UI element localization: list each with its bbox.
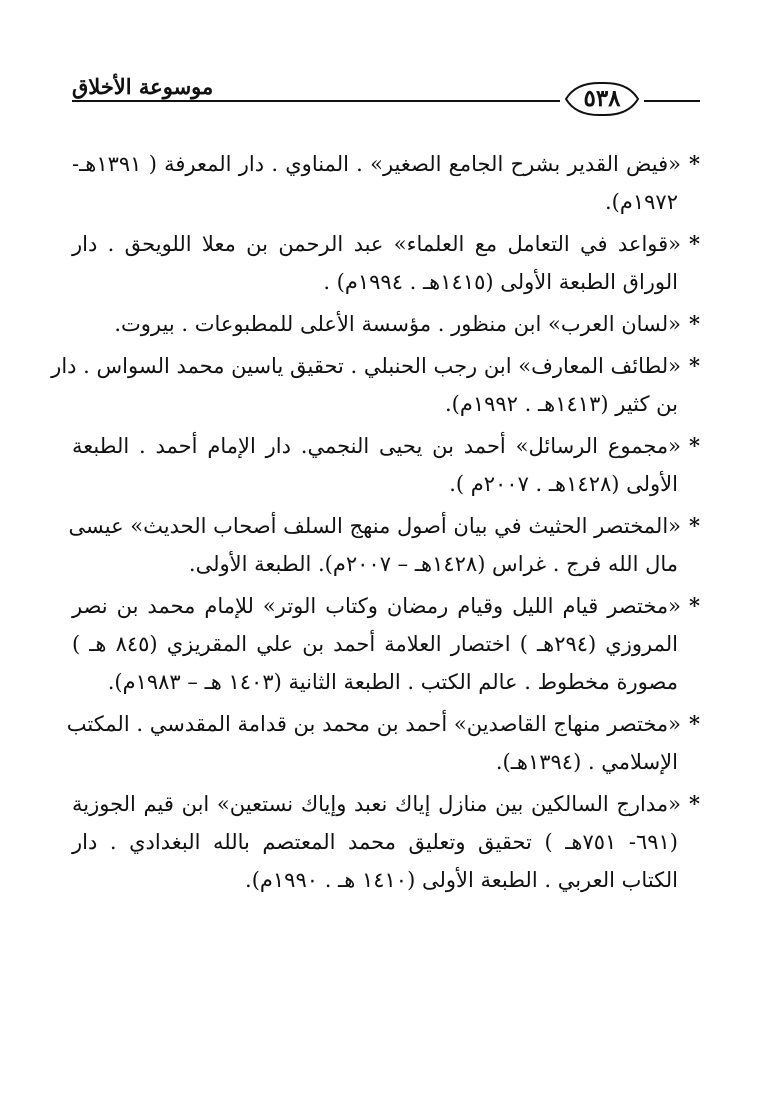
reference-entry (72, 785, 700, 899)
reference-text: مصورة مخطوط . عالم الكتب . الطبعة الثانية (١٤٠٣ هـ – ١٩٨٣م). (107, 670, 678, 694)
reference-line (72, 785, 700, 823)
reference-line (72, 183, 700, 221)
reference-text: مال الله فرج . غراس (١٤٢٨هـ – ٢٠٠٧م). الطبعة الأولى. (188, 552, 678, 576)
reference-text: «مجموع الرسائل» أحمد بن يحيى النجمي. دار الإمام أحمد . الطبعة (72, 434, 682, 458)
reference-entry (72, 427, 700, 503)
reference-line (72, 145, 700, 183)
reference-text: ١٩٧٢م). (605, 190, 678, 214)
header-rule-right (644, 100, 700, 102)
reference-text: (٦٩١- ٧٥١هـ ) تحقيق وتعليق محمد المعتصم بالله البغدادي . دار (72, 830, 678, 854)
reference-text: المروزي (٢٩٤هـ ) اختصار العلامة أحمد بن علي المقريزي (٨٤٥ هـ ) (72, 632, 678, 656)
reference-entry (51, 347, 700, 423)
reference-text: «مدارج السالكين بين منازل إياك نعبد وإياك نستعين» ابن قيم الجوزية (72, 792, 682, 816)
reference-line (72, 663, 700, 701)
reference-text: «مختصر منهاج القاصدين» أحمد بن محمد بن قدامة المقدسي . المكتب (66, 712, 682, 736)
page-number-ornament (562, 80, 642, 118)
bullet-star-icon: * (689, 513, 700, 538)
reference-line (66, 705, 700, 743)
reference-line (72, 465, 700, 503)
book-title: موسوعة الأخلاق (72, 74, 214, 99)
reference-text: الأولى (١٤٢٨هـ . ٢٠٠٧م ). (449, 472, 678, 496)
reference-line (51, 347, 700, 385)
bullet-star-icon: * (689, 311, 700, 336)
reference-text: بن كثير (١٤١٣هـ . ١٩٩٢م). (444, 392, 678, 416)
reference-line (72, 625, 700, 663)
page-number: ٥٣٨ (583, 85, 621, 112)
reference-line (72, 545, 700, 583)
page-header (72, 70, 700, 124)
reference-line (68, 507, 700, 545)
reference-line (72, 385, 700, 423)
bullet-star-icon: * (689, 593, 700, 618)
reference-text: الكتاب العربي . الطبعة الأولى (١٤١٠ هـ . ١٩٩٠م). (245, 868, 678, 892)
bullet-star-icon: * (689, 151, 700, 176)
reference-entry (72, 305, 700, 343)
reference-line (72, 305, 700, 343)
reference-entry (72, 587, 700, 701)
reference-text: «مختصر قيام الليل وقيام رمضان وكتاب الوتر» للإمام محمد بن نصر (72, 594, 682, 618)
reference-line (72, 263, 700, 301)
reference-text: «فيض القدير بشرح الجامع الصغير» . المناوي . دار المعرفة ( ١٣٩١هـ- (72, 152, 682, 176)
reference-text: الوراق الطبعة الأولى (١٤١٥هـ . ١٩٩٤م) . (323, 270, 678, 294)
reference-list (51, 145, 700, 903)
bullet-star-icon: * (689, 231, 700, 256)
reference-entry (72, 145, 700, 221)
reference-text: «لطائف المعارف» ابن رجب الحنبلي . تحقيق ياسين محمد السواس . دار (51, 354, 682, 378)
reference-text: «لسان العرب» ابن منظور . مؤسسة الأعلى للمطبوعات . بيروت. (114, 312, 682, 336)
bullet-star-icon: * (689, 433, 700, 458)
reference-line (72, 743, 700, 781)
bullet-star-icon: * (689, 711, 700, 736)
bullet-star-icon: * (689, 791, 700, 816)
bullet-star-icon: * (689, 353, 700, 378)
reference-text: «قواعد في التعامل مع العلماء» عبد الرحمن بن معلا اللويحق . دار (72, 232, 682, 256)
reference-text: «المختصر الحثيث في بيان أصول منهج السلف أصحاب الحديث» عيسى (68, 514, 682, 538)
reference-line (72, 427, 700, 465)
reference-line (72, 823, 700, 861)
reference-entry (66, 705, 700, 781)
reference-line (72, 861, 700, 899)
reference-entry (68, 507, 700, 583)
reference-line (72, 225, 700, 263)
reference-line (72, 587, 700, 625)
reference-text: الإسلامي . (١٣٩٤هـ). (495, 750, 678, 774)
reference-entry (72, 225, 700, 301)
